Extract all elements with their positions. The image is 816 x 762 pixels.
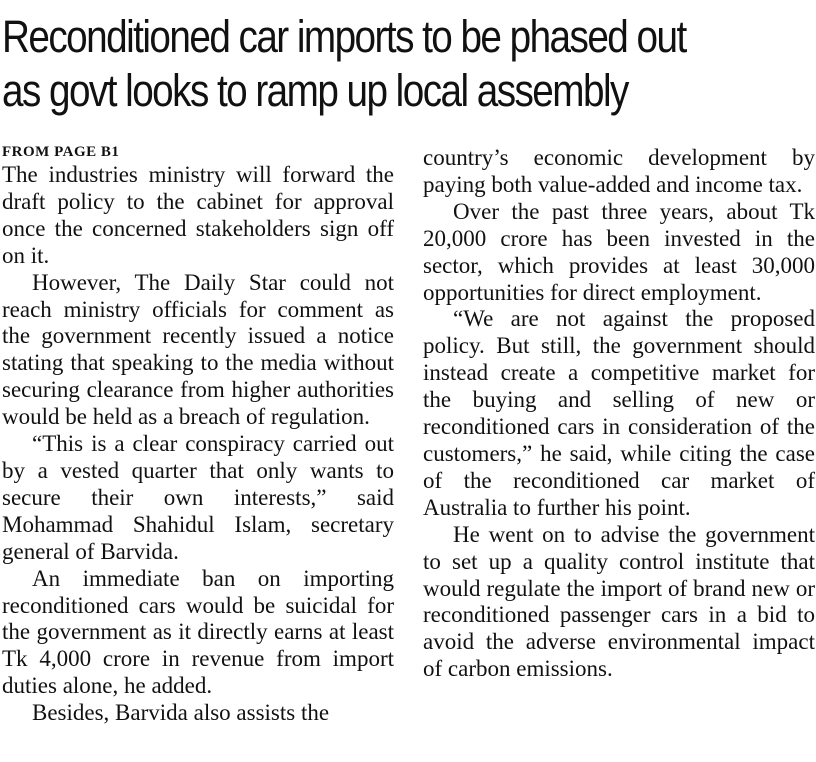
paragraph: The industries ministry will forward the draft policy to the cabinet for approval once the concerned stakeholders sign off on it. [2, 162, 394, 268]
paragraph: “We are not against the proposed policy. But still, the government should instead create a competitive market for the buying and selling of new or reconditioned cars in consideration of the customers,” he said, while citing the case of the reconditioned car market of Australia to further his point. [423, 306, 815, 520]
kicker: FROM PAGE B1 [2, 144, 120, 160]
paragraph: country’s economic development by paying both value-added and income tax. [423, 145, 815, 197]
article-column-right [423, 145, 815, 683]
paragraph: Over the past three years, about Tk 20,000 crore has been invested in the sector, which provides at least 30,000 opportunities for direct employment. [423, 198, 815, 305]
paragraph: “This is a clear conspiracy carried out by a vested quarter that only wants to secure their own interests,” said Mohammad Shahidul Islam, secretary general of Barvida. [2, 431, 394, 564]
headline-line-2: as govt looks to ramp up local assembly [2, 65, 628, 116]
paragraph: Besides, Barvida also assists the [32, 700, 330, 726]
paragraph: He went on to advise the government to set up a quality control institute that would regulate the import of brand new or reconditioned passenger cars in a bid to avoid the adverse environmental impact of carbon emissions. [423, 521, 815, 682]
headline-line-1: Reconditioned car imports to be phased out [2, 11, 686, 62]
article-column-left [2, 145, 394, 727]
headline [2, 10, 700, 118]
paragraph: An immediate ban on importing reconditioned cars would be suicidal for the government as it directly earns at least Tk 4,000 crore in revenue from import duties alone, he added. [2, 565, 394, 699]
paragraph: However, The Daily Star could not reach ministry officials for comment as the government recently issued a notice stating that speaking to the media without securing clearance from higher authorities would be held as a breach of regulation. [2, 269, 394, 430]
